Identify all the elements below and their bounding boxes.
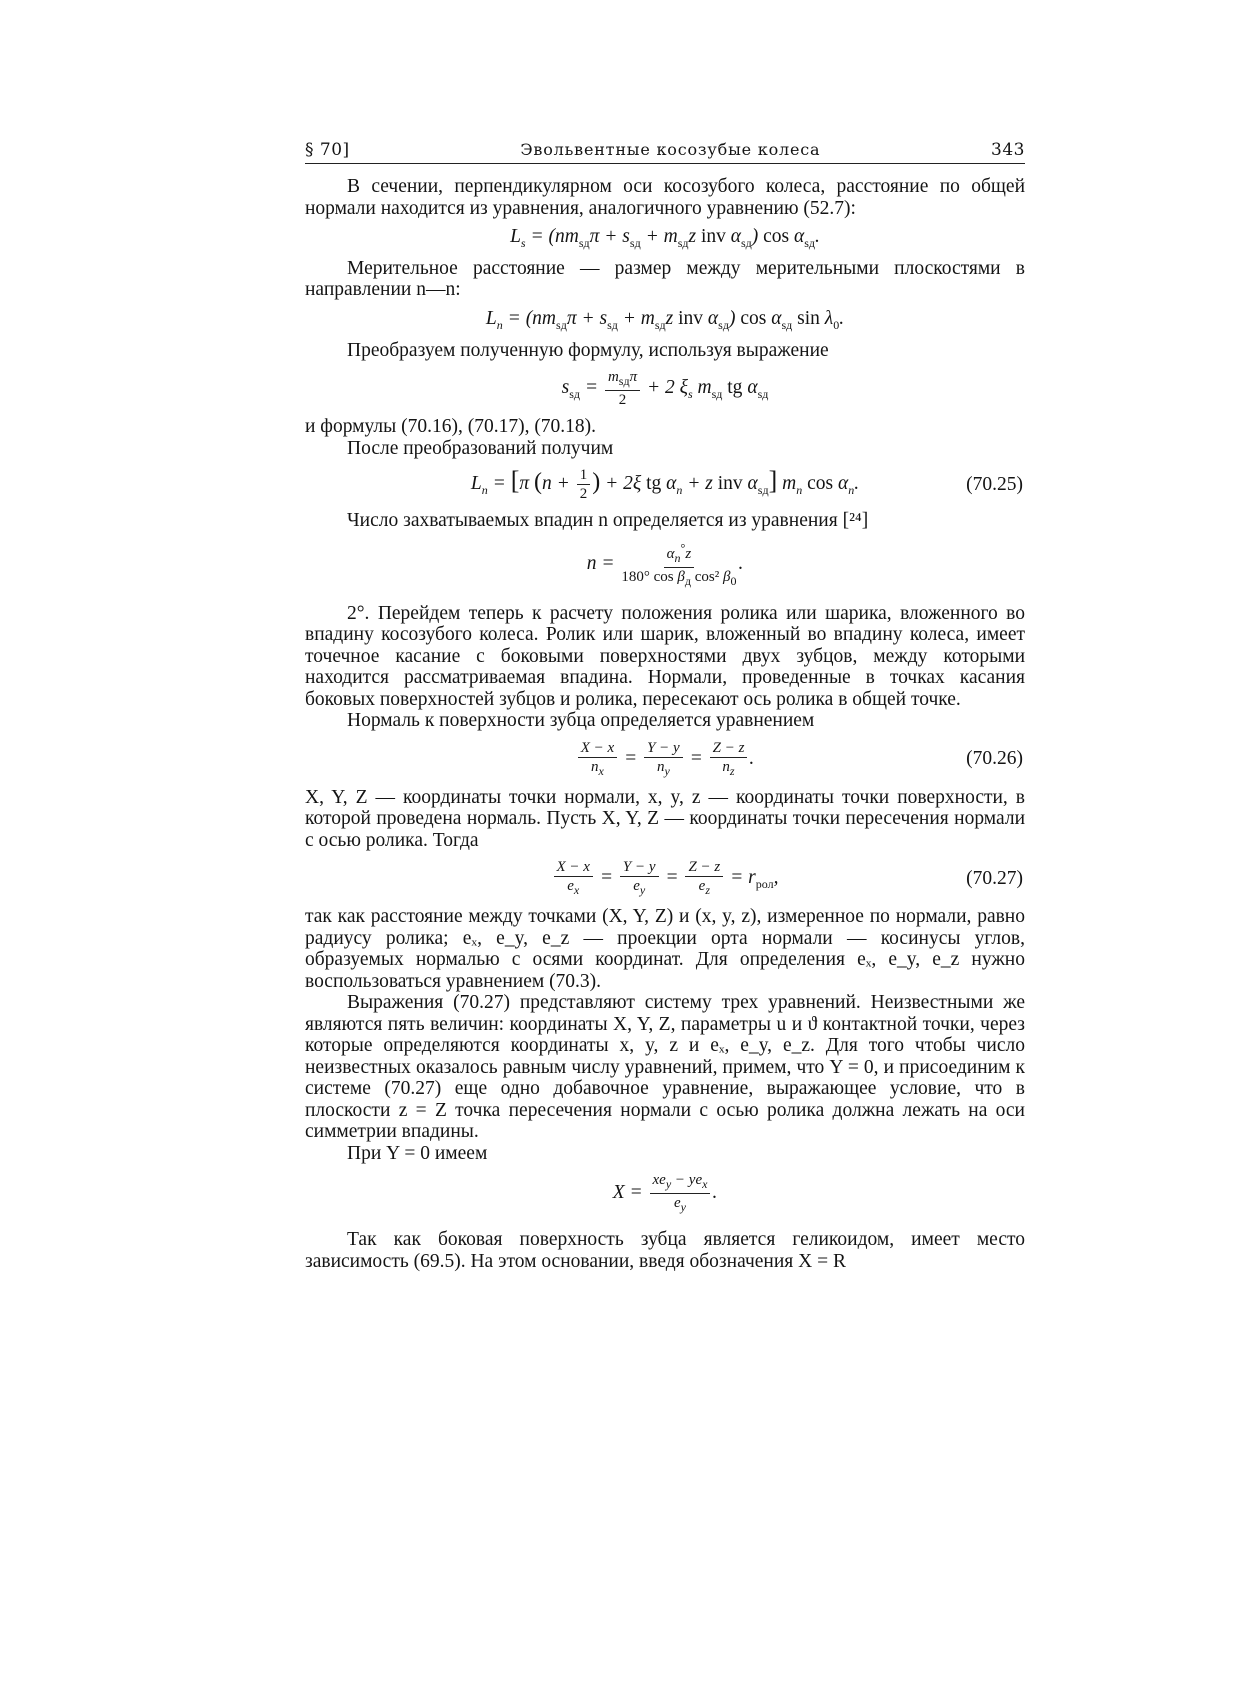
paragraph-5: После преобразований получим (347, 437, 614, 459)
equation-number-70-27: (70.27) (966, 867, 1023, 889)
paragraph-6: Число захватываемых впадин n определяется из уравнения [²⁴] (347, 510, 869, 532)
equation-ssd: $s_{sд}$ = $\frac{m_{sд}\pi}{2}$ + 2 $\xi_s$ $m_{sд}$ tg $\alpha_{sд}$ (561, 369, 769, 409)
page-number: 343 (991, 140, 1025, 160)
paragraph-7: 2°. Перейдем теперь к расчету положения ролика или шарика, вложенного во впадину косозубого колеса. Ролик или шарик, вложенный во впадину колеса, имеет точечное касание с боковыми поверхностями двух зубцов, между которыми находится рассматриваемая впадина. Нормали, проведенные в точках касания боковых поверхностей зубцов и ролика, пересекают ось ролика в общей точке. (305, 602, 1025, 710)
equation-n: n = $\frac{\alpha_n^\circ z}{180^\circ \cos \beta_д \cos^2 \beta_0}$ . (586, 540, 744, 588)
paragraph-1: В сечении, перпендикулярном оси косозубого колеса, расстояние по общей нормали находится из уравнения, аналогичного уравнению (52.7): (305, 176, 1025, 219)
paragraph-8: Нормаль к поверхности зубца определяется уравнением (347, 710, 815, 732)
paragraph-12: При Y = 0 имеем (347, 1142, 488, 1164)
equation-number-70-25: (70.25) (966, 473, 1023, 495)
equation-Ln: $L_n = (nm_{sд}\pi + s_{sд} + m_{sд}z$ inv $\alpha_{sд}$) $\cos \alpha_{sд}$ $\sin \lambda_0$. (485, 307, 845, 332)
equation-70-27: $\frac{X - x}{e_x}$ = $\frac{Y - y}{e_y}$ = $\frac{Z - z}{e_z}$ = $r_{рол}$, (70.27) (305, 858, 1025, 899)
paragraph-13: Так как боковая поверхность зубца является геликоидом, имеет место зависимость (69.5). На этом основании, введя обозначения X = R (305, 1229, 1025, 1272)
paragraph-10: так как расстояние между точками (X, Y, Z) и (x, y, z), измеренное по нормали, равно радиусу ролика; eₓ, e_y, e_z — проекции орта нормали — косинусы углов, образуемых нормалью с осями координат. Для определения eₓ, e_y, e_z нужно воспользоваться уравнением (70.3). (305, 906, 1025, 992)
book-page (305, 140, 1025, 1272)
section-mark: § 70] (305, 140, 350, 160)
paragraph-4: и формулы (70.16), (70.17), (70.18). (305, 416, 597, 438)
chapter-title: Эвольвентные косозубые колеса (520, 140, 821, 159)
running-header (305, 140, 1025, 164)
equation-70-25: $L_n = [\pi$ (n + $\frac{1}{2}$ ) + 2ξ tg $\alpha_n + z$ inv $\alpha_{sд}$] $m_n$ $\cos \alpha_n$. (70.25) (470, 466, 1023, 503)
paragraph-3: Преобразуем полученную формулу, используя выражение (347, 339, 829, 361)
equation-number-70-26: (70.26) (966, 748, 1023, 770)
equation-70-26: $\frac{X - x}{n_x}$ = $\frac{Y - y}{n_y}$ = $\frac{Z - z}{n_z}$ . (70.26) (305, 739, 1025, 780)
equation-Ls: $L_s = (nm_{sд}\pi + s_{sд} + m_{sд}z$ inv $\alpha_{sд}$) $\cos \alpha_{sд}$. (510, 226, 820, 250)
equation-X: X = $\frac{xe_y - ye_x}{e_y}$ . (612, 1172, 718, 1215)
paragraph-11: Выражения (70.27) представляют систему трех уравнений. Неизвестными же являются пять величин: координаты X, Y, Z, параметры u и ϑ контактной точки, через которые определяются координаты x, y, z и eₓ, e_y, e_z. Для того чтобы число неизвестных оказалось равным числу уравнений, примем, что Y = 0, и присоединим к системе (70.27) еще одно добавочное уравнение, выражающее условие, что в плоскости z = Z точка пересечения нормали с осью ролика должна лежать на оси симметрии впадины. (305, 992, 1025, 1143)
paragraph-2: Мерительное расстояние — размер между мерительными плоскостями в направлении n—n: (305, 257, 1025, 301)
paragraph-9: X, Y, Z — координаты точки нормали, x, y, z — координаты точки поверхности, в которой проведена нормаль. Пусть X, Y, Z — координаты точки пересечения нормали с осью ролика. Тогда (305, 786, 1025, 851)
